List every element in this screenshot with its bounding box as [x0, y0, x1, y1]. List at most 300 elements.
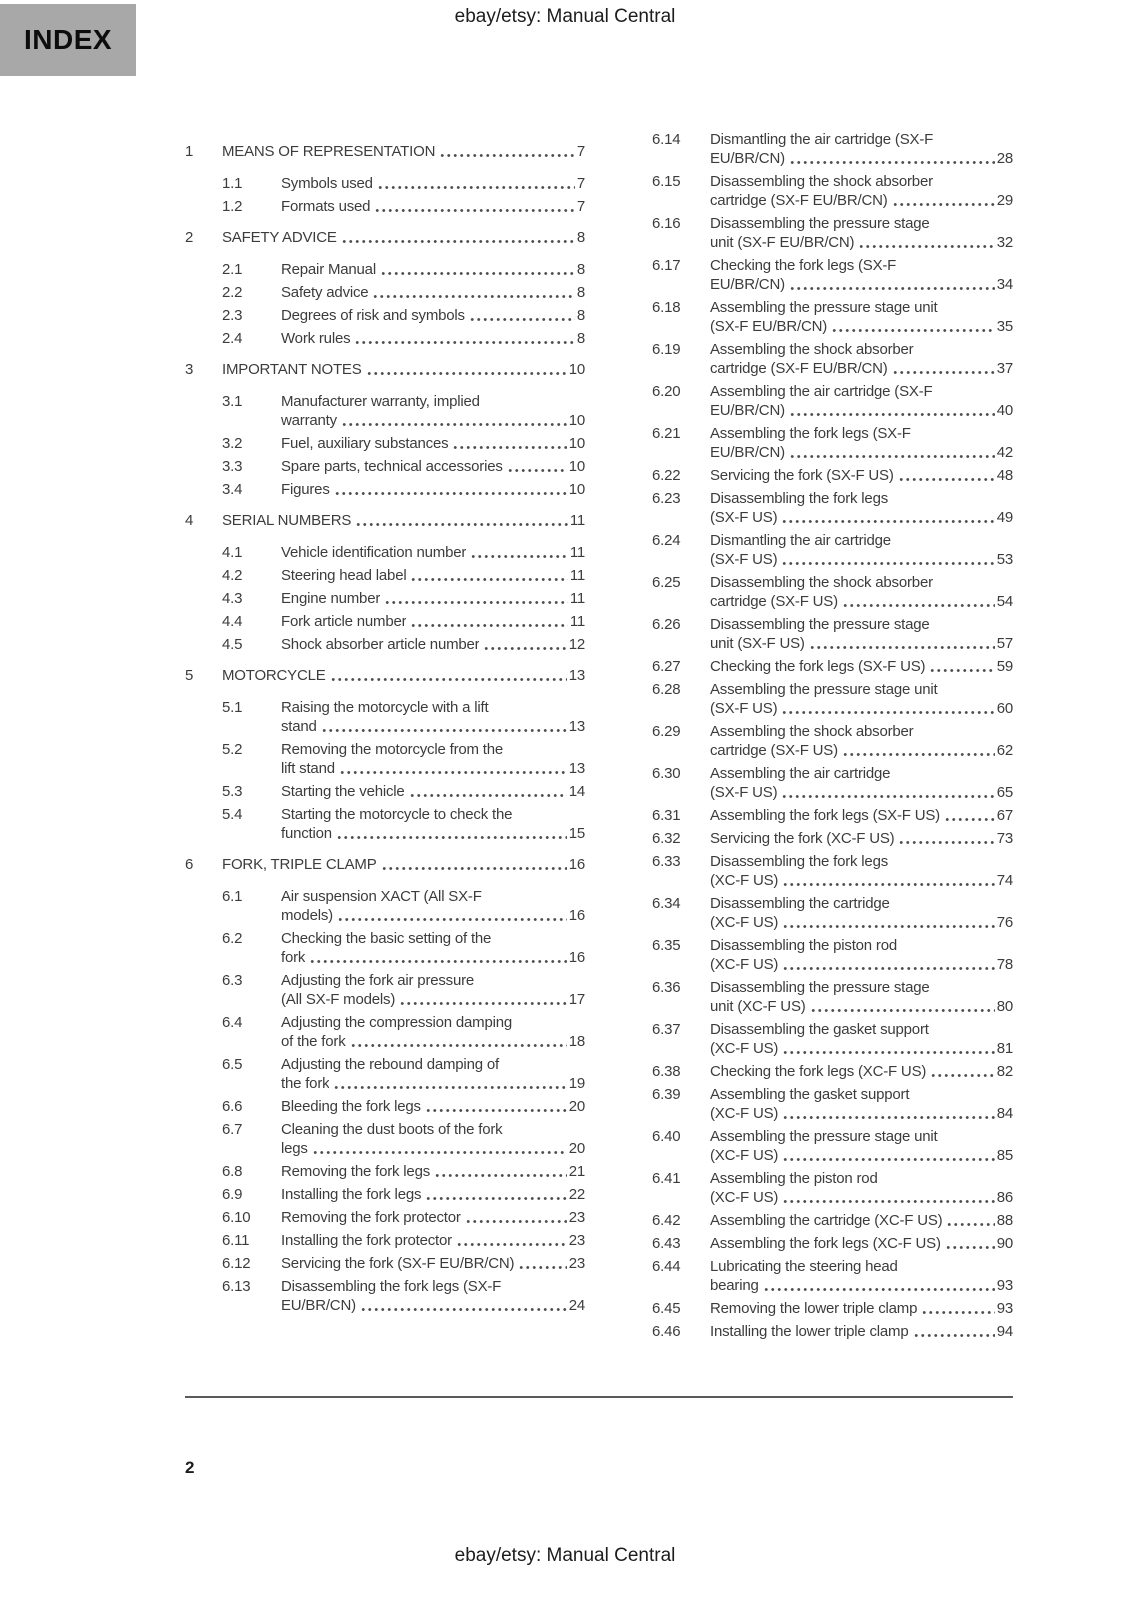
toc-entry-page: 14 — [568, 783, 585, 800]
dot-leader — [380, 260, 575, 279]
dot-leader — [336, 824, 567, 843]
dot-leader — [399, 990, 567, 1009]
toc-entry-title: Assembling the air cartridge (SX-F EU/BR/CN) 40 — [710, 383, 1013, 419]
dot-leader — [782, 1039, 995, 1058]
toc-entry-page: 10 — [568, 481, 585, 498]
dot-leader — [789, 443, 995, 462]
dot-leader — [341, 228, 575, 247]
page-footer: ebay/etsy: Manual Central — [454, 1545, 676, 1566]
toc-entry-title: Removing the fork protector 23 — [281, 1209, 585, 1226]
dot-leader — [930, 1062, 995, 1081]
toc-section-entry — [652, 1020, 1013, 1058]
dot-leader — [507, 457, 567, 476]
toc-chapter-entry — [185, 855, 585, 874]
toc-entry-title: Starting the motorcycle to check the function 15 — [281, 806, 585, 842]
toc-section-entry — [222, 1120, 585, 1158]
toc-section-entry — [652, 573, 1013, 611]
toc-entry-title: Manufacturer warranty, implied warranty 10 — [281, 393, 585, 429]
toc-section-entry — [652, 1127, 1013, 1165]
toc-entry-page: 80 — [996, 998, 1013, 1015]
toc-section-entry — [652, 936, 1013, 974]
toc-entry-number: 6.23 — [652, 490, 681, 507]
dot-leader — [410, 612, 567, 631]
toc-entry-number: 6.41 — [652, 1170, 681, 1187]
toc-entry-title: Raising the motorcycle with a lift stand 13 — [281, 699, 585, 735]
toc-entry-title: Servicing the fork (XC-F US) 73 — [710, 830, 1013, 847]
page-number: 2 — [185, 1458, 195, 1477]
toc-section-entry — [652, 382, 1013, 420]
toc-entry-title: Disassembling the pressure stage unit (SX-F EU/BR/CN) 32 — [710, 215, 1013, 251]
toc-section-entry — [222, 197, 585, 216]
dot-leader — [782, 913, 995, 932]
dot-leader — [763, 1276, 995, 1295]
dot-leader — [360, 1296, 567, 1315]
toc-entry-number: 4.2 — [222, 567, 243, 584]
toc-entry-title: Fork article number 11 — [281, 613, 585, 630]
toc-entry-number: 6.25 — [652, 574, 681, 591]
dot-leader — [410, 566, 567, 585]
toc-entry-number: 6.39 — [652, 1086, 681, 1103]
toc-entry-page: 10 — [568, 361, 585, 378]
toc-entry-number: 6.5 — [222, 1056, 243, 1073]
toc-section-entry — [222, 589, 585, 608]
toc-entry-page: 8 — [576, 307, 585, 324]
toc-entry-title: MOTORCYCLE 13 — [222, 667, 585, 684]
toc-section-entry — [652, 764, 1013, 802]
toc-section-entry — [652, 466, 1013, 485]
toc-entry-number: 6.34 — [652, 895, 681, 912]
dot-leader — [309, 948, 566, 967]
toc-entry-title: Air suspension XACT (All SX-F models) 16 — [281, 888, 585, 924]
toc-entry-number: 6.24 — [652, 532, 681, 549]
toc-entry-number: 6 — [185, 856, 194, 873]
table-of-contents — [185, 130, 1013, 1345]
toc-entry-page: 28 — [996, 150, 1013, 167]
toc-entry-number: 5.4 — [222, 806, 243, 823]
toc-entry-page: 11 — [569, 512, 585, 529]
toc-entry-title: Assembling the shock absorber cartridge (SX-F US) 62 — [710, 723, 1013, 759]
toc-chapter-entry — [185, 360, 585, 379]
toc-entry-number: 4.5 — [222, 636, 243, 653]
toc-entry-number: 2.1 — [222, 261, 243, 278]
toc-entry-page: 57 — [996, 635, 1013, 652]
toc-section-entry — [652, 1085, 1013, 1123]
toc-entry-number: 3 — [185, 361, 194, 378]
toc-entry-title: Formats used 7 — [281, 198, 585, 215]
toc-entry-number: 1 — [185, 143, 194, 160]
dot-leader — [321, 717, 567, 736]
dot-leader — [366, 360, 567, 379]
toc-chapter-entry — [185, 142, 585, 161]
toc-entry-page: 13 — [568, 718, 585, 735]
toc-entry-number: 6.40 — [652, 1128, 681, 1145]
toc-entry-title: Disassembling the shock absorber cartridge (SX-F EU/BR/CN) 29 — [710, 173, 1013, 209]
dot-leader — [782, 955, 995, 974]
toc-section-entry — [652, 256, 1013, 294]
toc-entry-title: Disassembling the shock absorber cartridge (SX-F US) 54 — [710, 574, 1013, 610]
toc-entry-title: Removing the fork legs 21 — [281, 1163, 585, 1180]
toc-entry-title: Checking the fork legs (SX-F US) 59 — [710, 658, 1013, 675]
toc-entry-number: 6.42 — [652, 1212, 681, 1229]
toc-entry-page: 53 — [996, 551, 1013, 568]
dot-leader — [921, 1299, 994, 1318]
toc-entry-page: 93 — [996, 1300, 1013, 1317]
toc-entry-number: 4.4 — [222, 613, 243, 630]
toc-entry-page: 93 — [996, 1277, 1013, 1294]
toc-section-entry — [652, 978, 1013, 1016]
dot-leader — [470, 543, 568, 562]
dot-leader — [842, 592, 995, 611]
dot-leader — [354, 329, 574, 348]
toc-section-entry — [652, 489, 1013, 527]
toc-section-entry — [222, 1208, 585, 1227]
toc-entry-page: 60 — [996, 700, 1013, 717]
dot-leader — [781, 550, 994, 569]
toc-entry-number: 1.1 — [222, 175, 243, 192]
dot-leader — [333, 1074, 566, 1093]
toc-entry-page: 81 — [996, 1040, 1013, 1057]
toc-entry-page: 88 — [996, 1212, 1013, 1229]
footer-rule — [185, 1396, 1013, 1398]
toc-section-entry — [222, 698, 585, 736]
dot-leader — [858, 233, 994, 252]
dot-leader — [377, 174, 575, 193]
dot-leader — [781, 699, 994, 718]
toc-section-entry — [222, 929, 585, 967]
dot-leader — [944, 806, 995, 825]
toc-entry-title: Assembling the gasket support (XC-F US) 84 — [710, 1086, 1013, 1122]
dot-leader — [374, 197, 575, 216]
toc-section-entry — [222, 1185, 585, 1204]
dot-leader — [330, 666, 567, 685]
toc-entry-title: Dismantling the air cartridge (SX-F US) 53 — [710, 532, 1013, 568]
toc-entry-page: 21 — [568, 1163, 585, 1180]
toc-entry-title: IMPORTANT NOTES 10 — [222, 361, 585, 378]
dot-leader — [341, 411, 567, 430]
toc-entry-page: 18 — [568, 1033, 585, 1050]
toc-entry-page: 8 — [576, 330, 585, 347]
dot-leader — [782, 871, 995, 890]
toc-entry-title: Repair Manual 8 — [281, 261, 585, 278]
toc-entry-page: 76 — [996, 914, 1013, 931]
toc-entry-title: Disassembling the cartridge (XC-F US) 76 — [710, 895, 1013, 931]
toc-entry-title: Dismantling the air cartridge (SX-F EU/BR/CN) 28 — [710, 131, 1013, 167]
toc-entry-page: 7 — [576, 198, 585, 215]
toc-entry-number: 4 — [185, 512, 194, 529]
toc-entry-number: 6.14 — [652, 131, 681, 148]
dot-leader — [929, 657, 994, 676]
toc-section-entry — [652, 1234, 1013, 1253]
toc-entry-page: 23 — [568, 1209, 585, 1226]
toc-entry-title: Checking the basic setting of the fork 16 — [281, 930, 585, 966]
toc-entry-page: 7 — [576, 175, 585, 192]
toc-entry-title: Disassembling the pressure stage unit (SX-F US) 57 — [710, 616, 1013, 652]
toc-entry-title: Safety advice 8 — [281, 284, 585, 301]
toc-entry-page: 23 — [568, 1255, 585, 1272]
toc-entry-number: 6.27 — [652, 658, 681, 675]
toc-chapter-entry — [185, 228, 585, 247]
toc-entry-page: 73 — [996, 830, 1013, 847]
toc-entry-number: 6.36 — [652, 979, 681, 996]
toc-entry-page: 11 — [569, 544, 585, 561]
toc-entry-number: 6.18 — [652, 299, 681, 316]
toc-entry-title: Checking the fork legs (SX-F EU/BR/CN) 34 — [710, 257, 1013, 293]
toc-entry-page: 11 — [569, 613, 585, 630]
toc-entry-page: 10 — [568, 412, 585, 429]
toc-column-right — [652, 130, 1013, 1345]
dot-leader — [898, 829, 994, 848]
toc-entry-page: 59 — [996, 658, 1013, 675]
dot-leader — [381, 855, 567, 874]
toc-entry-title: Disassembling the fork legs (SX-F EU/BR/CN) 24 — [281, 1278, 585, 1314]
dot-leader — [372, 283, 574, 302]
toc-entry-number: 6.7 — [222, 1121, 243, 1138]
toc-section-entry — [222, 1277, 585, 1315]
toc-entry-page: 78 — [996, 956, 1013, 973]
toc-entry-title: Degrees of risk and symbols 8 — [281, 307, 585, 324]
toc-entry-title: Assembling the fork legs (SX-F EU/BR/CN) 42 — [710, 425, 1013, 461]
toc-entry-page: 16 — [568, 949, 585, 966]
toc-section-entry — [652, 615, 1013, 653]
toc-entry-title: Adjusting the fork air pressure (All SX-F models) 17 — [281, 972, 585, 1008]
toc-entry-page: 49 — [996, 509, 1013, 526]
toc-entry-page: 20 — [568, 1098, 585, 1115]
dot-leader — [789, 401, 995, 420]
dot-leader — [334, 480, 567, 499]
toc-entry-title: Assembling the pressure stage unit (SX-F US) 60 — [710, 681, 1013, 717]
toc-entry-number: 4.3 — [222, 590, 243, 607]
toc-entry-number: 6.4 — [222, 1014, 243, 1031]
toc-section-entry — [222, 1055, 585, 1093]
dot-leader — [518, 1254, 566, 1273]
toc-section-entry — [652, 1062, 1013, 1081]
toc-entry-title: Symbols used 7 — [281, 175, 585, 192]
dot-leader — [312, 1139, 567, 1158]
toc-section-entry — [652, 340, 1013, 378]
toc-entry-number: 6.33 — [652, 853, 681, 870]
index-label: INDEX — [24, 24, 113, 55]
toc-entry-page: 62 — [996, 742, 1013, 759]
toc-entry-number: 6.1 — [222, 888, 243, 905]
toc-entry-page: 29 — [996, 192, 1013, 209]
toc-entry-title: Installing the lower triple clamp 94 — [710, 1323, 1013, 1340]
dot-leader — [355, 511, 568, 530]
toc-entry-number: 6.21 — [652, 425, 681, 442]
dot-leader — [810, 997, 995, 1016]
toc-entry-number: 5.3 — [222, 783, 243, 800]
toc-section-entry — [652, 424, 1013, 462]
toc-section-entry — [222, 457, 585, 476]
toc-entry-page: 16 — [568, 856, 585, 873]
toc-entry-number: 6.13 — [222, 1278, 251, 1295]
toc-section-entry — [652, 1257, 1013, 1295]
toc-entry-title: Assembling the shock absorber cartridge (SX-F EU/BR/CN) 37 — [710, 341, 1013, 377]
toc-entry-number: 6.19 — [652, 341, 681, 358]
toc-entry-page: 85 — [996, 1147, 1013, 1164]
toc-section-entry — [222, 782, 585, 801]
toc-section-entry — [652, 806, 1013, 825]
toc-entry-number: 6.9 — [222, 1186, 243, 1203]
toc-entry-number: 6.17 — [652, 257, 681, 274]
toc-entry-page: 84 — [996, 1105, 1013, 1122]
toc-column-left — [185, 130, 585, 1319]
page-header: ebay/etsy: Manual Central — [454, 6, 676, 27]
toc-entry-title: Disassembling the gasket support (XC-F US) 81 — [710, 1021, 1013, 1057]
toc-entry-title: Engine number 11 — [281, 590, 585, 607]
toc-entry-number: 6.3 — [222, 972, 243, 989]
toc-chapter-entry — [185, 511, 585, 530]
dot-leader — [452, 434, 566, 453]
toc-entry-page: 7 — [576, 143, 585, 160]
dot-leader — [842, 741, 995, 760]
toc-entry-page: 8 — [576, 261, 585, 278]
toc-section-entry — [222, 543, 585, 562]
toc-entry-page: 10 — [568, 458, 585, 475]
toc-entry-title: Assembling the fork legs (XC-F US) 90 — [710, 1235, 1013, 1252]
dot-leader — [789, 275, 995, 294]
toc-entry-title: Cleaning the dust boots of the fork legs 20 — [281, 1121, 585, 1157]
toc-entry-page: 12 — [568, 636, 585, 653]
toc-entry-page: 94 — [996, 1323, 1013, 1340]
toc-section-entry — [652, 1169, 1013, 1207]
toc-section-entry — [652, 1299, 1013, 1318]
toc-entry-title: Bleeding the fork legs 20 — [281, 1098, 585, 1115]
dot-leader — [439, 142, 575, 161]
dot-leader — [409, 782, 567, 801]
toc-entry-title: Adjusting the compression damping of the fork 18 — [281, 1014, 585, 1050]
toc-entry-number: 6.26 — [652, 616, 681, 633]
toc-entry-title: Assembling the fork legs (SX-F US) 67 — [710, 807, 1013, 824]
dot-leader — [425, 1097, 567, 1116]
dot-leader — [809, 634, 995, 653]
toc-entry-number: 6.29 — [652, 723, 681, 740]
toc-entry-page: 16 — [568, 907, 585, 924]
toc-entry-page: 15 — [568, 825, 585, 842]
dot-leader — [945, 1234, 995, 1253]
toc-entry-title: Vehicle identification number 11 — [281, 544, 585, 561]
toc-entry-number: 6.20 — [652, 383, 681, 400]
toc-section-entry — [222, 392, 585, 430]
toc-section-entry — [652, 1211, 1013, 1230]
toc-section-entry — [222, 480, 585, 499]
dot-leader — [892, 359, 995, 378]
dot-leader — [425, 1185, 566, 1204]
toc-entry-page: 48 — [996, 467, 1013, 484]
dot-leader — [384, 589, 568, 608]
toc-entry-number: 5 — [185, 667, 194, 684]
toc-entry-page: 40 — [996, 402, 1013, 419]
toc-entry-title: Adjusting the rebound damping of the fork 19 — [281, 1056, 585, 1092]
toc-entry-page: 54 — [996, 593, 1013, 610]
toc-section-entry — [222, 434, 585, 453]
toc-entry-title: Disassembling the fork legs (XC-F US) 74 — [710, 853, 1013, 889]
dot-leader — [782, 1188, 995, 1207]
toc-section-entry — [222, 1097, 585, 1116]
dot-leader — [913, 1322, 995, 1341]
toc-section-entry — [222, 306, 585, 325]
toc-entry-number: 6.16 — [652, 215, 681, 232]
dot-leader — [337, 906, 567, 925]
dot-leader — [350, 1032, 567, 1051]
toc-entry-title: Removing the motorcycle from the lift stand 13 — [281, 741, 585, 777]
toc-entry-number: 1.2 — [222, 198, 243, 215]
toc-entry-page: 35 — [996, 318, 1013, 335]
toc-entry-title: Assembling the cartridge (XC-F US) 88 — [710, 1212, 1013, 1229]
toc-entry-number: 2.3 — [222, 307, 243, 324]
dot-leader — [483, 635, 566, 654]
dot-leader — [782, 1104, 995, 1123]
toc-entry-number: 6.28 — [652, 681, 681, 698]
toc-entry-page: 24 — [568, 1297, 585, 1314]
toc-chapter-entry — [185, 666, 585, 685]
toc-entry-page: 32 — [996, 234, 1013, 251]
toc-entry-page: 19 — [568, 1075, 585, 1092]
toc-entry-number: 3.1 — [222, 393, 243, 410]
toc-section-entry — [652, 130, 1013, 168]
dot-leader — [465, 1208, 567, 1227]
toc-entry-page: 67 — [996, 807, 1013, 824]
toc-entry-title: Lubricating the steering head bearing 93 — [710, 1258, 1013, 1294]
toc-entry-page: 13 — [568, 760, 585, 777]
toc-section-entry — [222, 1013, 585, 1051]
toc-section-entry — [222, 740, 585, 778]
toc-entry-title: Spare parts, technical accessories 10 — [281, 458, 585, 475]
toc-entry-page: 22 — [568, 1186, 585, 1203]
toc-entry-page: 82 — [996, 1063, 1013, 1080]
toc-entry-title: Assembling the piston rod (XC-F US) 86 — [710, 1170, 1013, 1206]
toc-section-entry — [652, 172, 1013, 210]
toc-entry-number: 6.11 — [222, 1232, 250, 1249]
dot-leader — [782, 1146, 995, 1165]
toc-entry-number: 6.8 — [222, 1163, 243, 1180]
toc-entry-number: 3.3 — [222, 458, 243, 475]
dot-leader — [781, 783, 994, 802]
dot-leader — [456, 1231, 567, 1250]
toc-entry-number: 6.46 — [652, 1323, 681, 1340]
dot-leader — [898, 466, 995, 485]
toc-entry-title: Steering head label 11 — [281, 567, 585, 584]
toc-section-entry — [652, 531, 1013, 569]
dot-leader — [469, 306, 575, 325]
toc-entry-number: 6.10 — [222, 1209, 251, 1226]
toc-entry-page: 42 — [996, 444, 1013, 461]
toc-entry-number: 2 — [185, 229, 194, 246]
toc-entry-number: 6.32 — [652, 830, 681, 847]
toc-entry-page: 11 — [569, 590, 585, 607]
toc-entry-title: Assembling the pressure stage unit (XC-F US) 85 — [710, 1128, 1013, 1164]
toc-entry-page: 10 — [568, 435, 585, 452]
toc-entry-title: Removing the lower triple clamp 93 — [710, 1300, 1013, 1317]
toc-section-entry — [652, 852, 1013, 890]
toc-entry-page: 34 — [996, 276, 1013, 293]
dot-leader — [892, 191, 995, 210]
toc-section-entry — [652, 829, 1013, 848]
dot-leader — [789, 149, 995, 168]
toc-section-entry — [222, 971, 585, 1009]
toc-section-entry — [222, 612, 585, 631]
toc-entry-number: 6.12 — [222, 1255, 251, 1272]
toc-entry-number: 2.2 — [222, 284, 243, 301]
toc-entry-title: Shock absorber article number 12 — [281, 636, 585, 653]
toc-section-entry — [222, 1162, 585, 1181]
toc-entry-number: 5.1 — [222, 699, 243, 716]
toc-entry-title: Work rules 8 — [281, 330, 585, 347]
dot-leader — [434, 1162, 567, 1181]
toc-entry-page: 37 — [996, 360, 1013, 377]
toc-entry-page: 86 — [996, 1189, 1013, 1206]
toc-entry-number: 6.31 — [652, 807, 681, 824]
toc-section-entry — [652, 722, 1013, 760]
